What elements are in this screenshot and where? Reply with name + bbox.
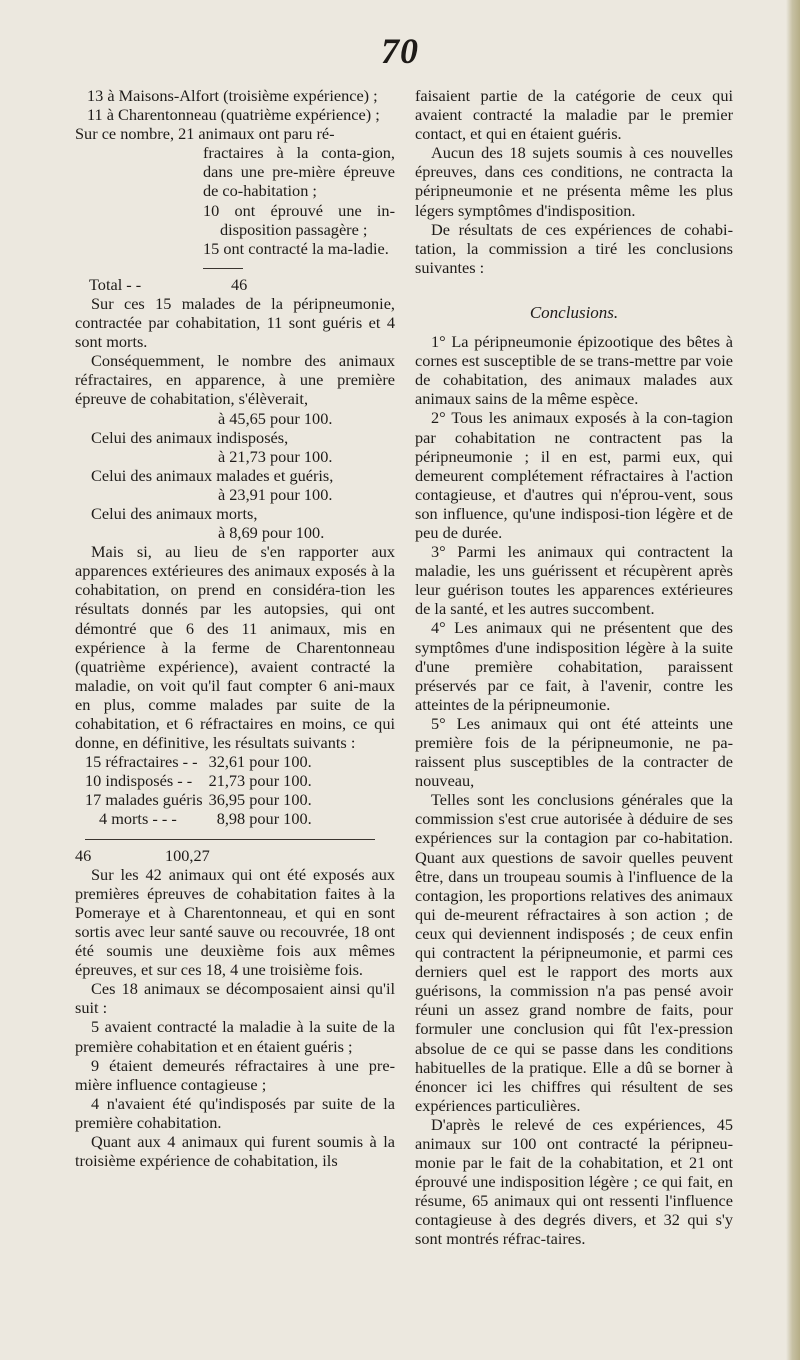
paragraph: Conséquemment, le nombre des animaux réfractaires, en apparence, à une première épreuve de cohabitation, s'élèverait, xyxy=(75,351,395,409)
paragraph: Sur ces 15 malades de la péripneumonie, contractée par cohabitation, 11 sont guéris et 4 sont morts. xyxy=(75,293,395,352)
divider xyxy=(85,839,375,840)
table-row xyxy=(85,790,316,809)
paragraph: Celui des animaux indisposés, xyxy=(91,427,289,447)
table-cell: 8,98 pour 100. xyxy=(216,809,312,829)
list-item: 11 à Charentonneau (quatrième expérience) ; xyxy=(87,105,380,125)
paragraph: De résultats de ces expériences de cohabi-tation, la commission a tiré les conclusions suivantes : xyxy=(415,219,733,277)
paragraph: Sur ce nombre, 21 animaux ont paru ré- xyxy=(75,124,335,144)
percentage: à 45,65 pour 100. xyxy=(218,408,333,428)
list-item: 13 à Maisons-Alfort (troisième expérience) ; xyxy=(87,86,378,105)
paragraph: Sur les 42 animaux qui ont été exposés aux premières épreuves de cohabitation faites à la Pomeraye et à Charentonneau, et qui en sont sortis avec leur santé sauve ou recouvrée, 18 ont été soumis une deuxième fois aux mêmes épreuves, et sur ces 18, 4 une troisième fois. xyxy=(75,864,395,980)
table-row xyxy=(85,809,316,828)
percentage: à 23,91 pour 100. xyxy=(218,484,333,504)
conclusion-item: 2° Tous les animaux exposés à la con-tagion par cohabitation ne contractent pas la péripneumonie ; il en est, parmi eux, qui demeurent complétement réfractaires à l'action contagieuse, et d'autres qui n'éprou-vent, sous son influence, qu'une indisposi-tion légère et de peu de durée. xyxy=(415,408,733,542)
list-item: fractaires à la conta-gion, dans une pre-mière épreuve de co-habitation ; xyxy=(203,143,395,201)
paragraph: Telles sont les conclusions générales que la commission s'est crue autorisée à déduire de ses expériences sur la contagion par co-habitation. Quant aux questions de savoir quelles peuvent être, dans un troupeau soumis à l'influence de la contagion, les proportions relatives des animaux qui de-meurent réfractaires à son action ; de ceux qui deviennent indisposés ; de ceux enfin qui contractent la péripneumonie, et parmi ces derniers quel est le rapport des morts aux guérisons, la commission n'a pas pensé avoir réuni un assez grand nombre de faits, pour formuler une conclusion qui fût l'ex-pression absolue de ce qui se passe dans les conditions habituelles de la pratique. Elle a dû se borner à énoncer ici les chiffres qui résultent de ses expériences particulières. xyxy=(415,790,733,1115)
table-cell: 17 malades guéris xyxy=(85,790,203,810)
paragraph: D'après le relevé de ces expériences, 45 animaux sur 100 ont contracté la péripneu-monie par le fait de la cohabitation, et 21 ont éprouvé une indisposition légère ; ce qui fait, en résume, 65 animaux qui ont ressenti l'influence contagieuse à des degrés divers, et 32 qui s'y sont montrés réfrac-taires. xyxy=(415,1114,733,1249)
conclusion-item: 3° Parmi les animaux qui contractent la maladie, les uns guérissent et récupèrent après leur guérison toutes les apparences extérieures de la santé, et les autres succombent. xyxy=(415,542,733,619)
conclusion-item: 1° La péripneumonie épizootique des bêtes à cornes est susceptible de se trans-mettre par voie de cohabitation, des animaux malades aux animaux sains de la même espèce. xyxy=(415,332,733,409)
page-edge xyxy=(786,0,800,1360)
paragraph: Quant aux 4 animaux qui furent soumis à la troisième expérience de cohabitation, ils xyxy=(75,1131,395,1171)
table-cell: 10 indisposés - - xyxy=(85,771,193,791)
paragraph: Aucun des 18 sujets soumis à ces nouvelles épreuves, dans ces conditions, ne contracta la péripneumonie et ne présenta même les plus légers symptômes d'indisposition. xyxy=(415,143,733,220)
table-cell: 4 morts - - - xyxy=(99,809,177,829)
table-cell: 32,61 pour 100. xyxy=(208,752,312,772)
results-total xyxy=(75,846,395,865)
list-item: 15 ont contracté la ma-ladie. xyxy=(203,238,389,258)
paragraph: Celui des animaux morts, xyxy=(91,503,258,523)
paragraph: 5 avaient contracté la maladie à la suite de la première cohabitation et en étaient guéris ; xyxy=(75,1017,395,1056)
divider xyxy=(203,268,243,269)
total-line xyxy=(75,275,395,294)
conclusion-item: 5° Les animaux qui ont été atteints une première fois de la péripneumonie, ne pa-raissent plus susceptibles de la contracter de nouveau, xyxy=(415,713,733,791)
results-table xyxy=(85,752,316,828)
paragraph: Celui des animaux malades et guéris, xyxy=(91,465,334,485)
paragraph: 9 étaient demeurés réfractaires à une pre-mière influence contagieuse ; xyxy=(75,1055,395,1094)
table-row xyxy=(85,752,316,771)
total-value: 46 xyxy=(231,274,248,294)
results-total-pct: 100,27 xyxy=(165,845,210,865)
page-number: 70 xyxy=(381,31,419,71)
table-row xyxy=(85,771,316,790)
conclusion-item: 4° Les animaux qui ne présentent que des symptômes d'une indisposition légère à la suite d'une première cohabitation, paraissent préservés par ce fait, à l'avenir, contre les atteintes de la péripneumonie. xyxy=(415,618,733,714)
paragraph: 4 n'avaient été qu'indisposés par suite de la première cohabitation. xyxy=(75,1093,395,1132)
total-label: Total - - xyxy=(89,274,142,294)
percentage: à 8,69 pour 100. xyxy=(218,523,325,543)
left-column xyxy=(75,86,395,1170)
right-column xyxy=(415,86,733,1249)
results-total-count: 46 xyxy=(75,845,92,865)
paragraph: faisaient partie de la catégorie de ceux qui avaient contracté la maladie par le premier contact, et qui en étaient guéris. xyxy=(415,86,733,144)
section-heading: Conclusions. xyxy=(529,302,619,322)
list-item: 10 ont éprouvé une in-disposition passagère ; xyxy=(203,200,395,239)
table-cell: 21,73 pour 100. xyxy=(208,771,312,791)
table-cell: 15 réfractaires - - xyxy=(85,752,198,772)
paragraph: Mais si, au lieu de s'en rapporter aux apparences extérieures des animaux exposés à la cohabitation, on prend en considéra-tion les résultats donnés par les autopsies, qui ont démontré que 6 des 11 animaux, mis en expérience à la ferme de Charentonneau (quatrième expérience), avaient contracté la maladie, on voit qu'il faut compter 6 ani-maux en plus, comme malades par suite de la cohabitation, et 6 réfractaires en moins, ce qui donne, en définitive, les résultats suivants : xyxy=(75,542,395,753)
percentage: à 21,73 pour 100. xyxy=(218,446,333,466)
paragraph: Ces 18 animaux se décomposaient ainsi qu'il suit : xyxy=(75,979,395,1018)
table-cell: 36,95 pour 100. xyxy=(208,790,312,810)
